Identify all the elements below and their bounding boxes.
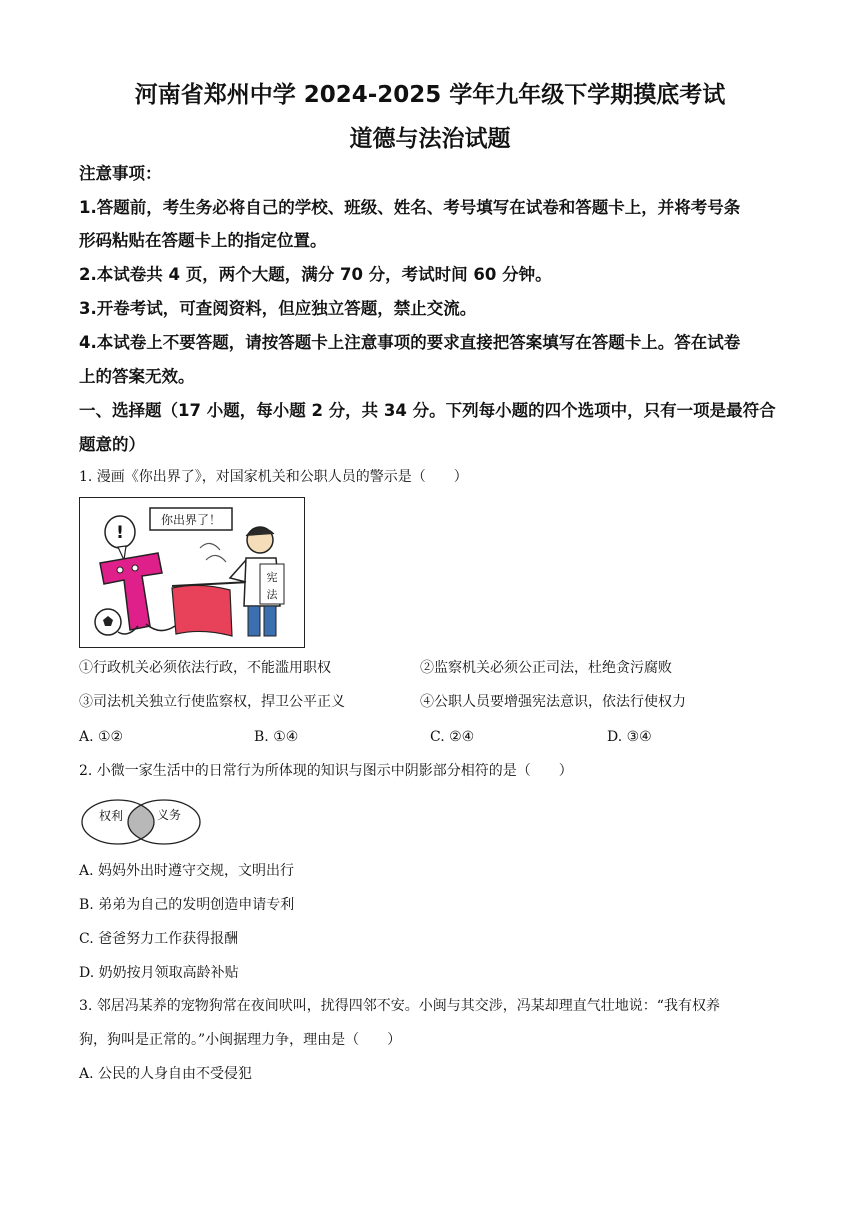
- q1-item: ①行政机关必须依法行政，不能滥用职权: [79, 660, 331, 676]
- venn-label-duties: 义务: [157, 808, 182, 822]
- note-line: 4.本试卷上不要答题，请按答题卡上注意事项的要求直接把答案填写在答题卡上。答在试卷: [79, 333, 741, 352]
- question-3-stem: 3. 邻居冯某养的宠物狗常在夜间吠叫，扰得四邻不安。小闽与其交涉，冯某却理直气壮地说：“我有权养: [79, 998, 720, 1014]
- note-line: 1.答题前，考生务必将自己的学校、班级、姓名、考号填写在试卷和答题卡上，并将考号条: [79, 198, 741, 217]
- q2-option-a[interactable]: A. 妈妈外出时遵守交规，文明出行: [79, 863, 295, 879]
- q1-item: ②监察机关必须公正司法，杜绝贪污腐败: [420, 660, 672, 676]
- note-line: 上的答案无效。: [79, 367, 195, 386]
- notes-heading: 注意事项：: [79, 164, 162, 183]
- q1-option-b[interactable]: B. ①④: [254, 729, 299, 745]
- q1-option-c[interactable]: C. ②④: [430, 729, 475, 745]
- q1-option-d[interactable]: D. ③④: [607, 729, 652, 745]
- exam-subject-title: 道德与法治试题: [349, 126, 511, 152]
- exam-title: 河南省郑州中学 2024-2025 学年九年级下学期摸底考试: [134, 82, 726, 108]
- constitution-char-1: 宪: [266, 571, 278, 584]
- note-line: 形码粘贴在答题卡上的指定位置。: [79, 231, 327, 250]
- q2-option-b[interactable]: B. 弟弟为自己的发明创造申请专利: [79, 897, 295, 913]
- venn-label-rights: 权利: [99, 809, 124, 823]
- q2-option-d[interactable]: D. 奶奶按月领取高龄补贴: [79, 965, 239, 981]
- cartoon-image: [79, 497, 305, 648]
- exclamation-mark: !: [116, 523, 124, 543]
- cartoon-illustration: [80, 498, 304, 647]
- cartoon-sign-text: 你出界了！: [160, 513, 222, 527]
- q1-item: ④公职人员要增强宪法意识，依法行使权力: [420, 694, 686, 710]
- question-1-stem: 1. 漫画《你出界了》，对国家机关和公职人员的警示是（ ）: [79, 469, 468, 485]
- note-line: 3.开卷考试，可查阅资料，但应独立答题，禁止交流。: [79, 299, 477, 318]
- constitution-char-2: 法: [266, 588, 278, 601]
- q1-item: ③司法机关独立行使监察权，捍卫公平正义: [79, 694, 345, 710]
- venn-diagram: [80, 797, 202, 847]
- note-line: 2.本试卷共 4 页，两个大题，满分 70 分，考试时间 60 分钟。: [79, 265, 552, 284]
- question-3-stem-cont: 狗，狗叫是正常的。”小闽据理力争，理由是（ ）: [79, 1032, 402, 1048]
- q2-option-c[interactable]: C. 爸爸努力工作获得报酬: [79, 931, 239, 947]
- section-heading: 一、选择题（17 小题，每小题 2 分，共 34 分。下列每小题的四个选项中，只有一项是最符合: [79, 401, 776, 420]
- q1-option-a[interactable]: A. ①②: [79, 729, 124, 745]
- section-heading: 题意的）: [79, 435, 145, 454]
- question-2-stem: 2. 小微一家生活中的日常行为所体现的知识与图示中阴影部分相符的是（ ）: [79, 763, 573, 779]
- q3-option-a[interactable]: A. 公民的人身自由不受侵犯: [79, 1066, 253, 1082]
